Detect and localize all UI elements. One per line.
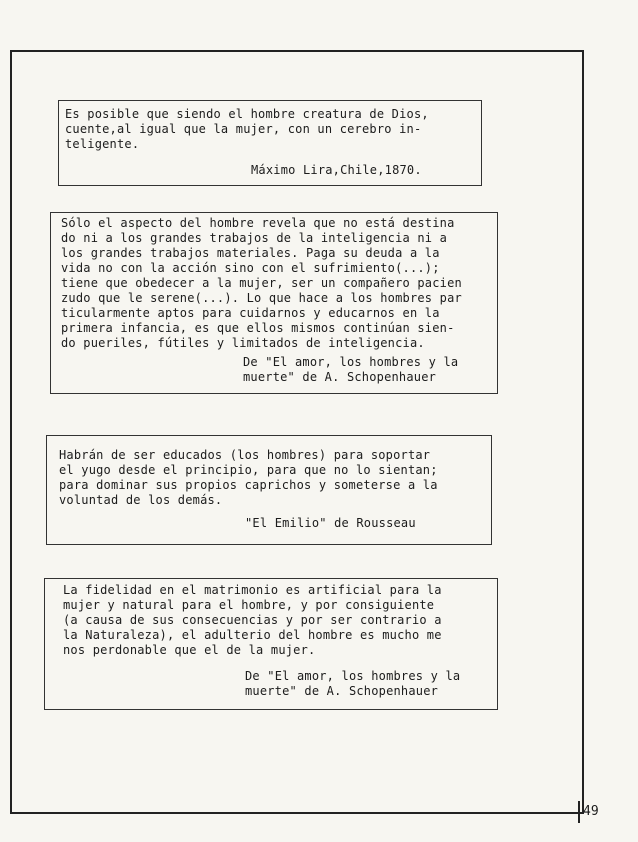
quote-text: Sólo el aspecto del hombre revela que no está destina do ni a los grandes trabajos de la inteligencia ni a los grandes trabajos materiales. Paga su deuda a la vida no con la acción sino con el sufrimiento(...); tiene que obedecer a la mujer, ser un compañero pacien zudo que le serene(...). Lo que hace a los hombres par ticularmente aptos para cuidarnos y educarnos en la primera infancia, es que ellos mismos continúan sien- do pueriles, fútiles y limitados de inteligencia. [61, 216, 462, 350]
quote-attribution: De "El amor, los hombres y la muerte" de A. Schopenhauer [243, 355, 459, 384]
quote-box-lira [58, 100, 482, 186]
quote-attribution: Máximo Lira,Chile,1870. [251, 163, 422, 177]
quote-text: Es posible que siendo el hombre creatura de Dios, cuente,al igual que la mujer, con un cerebro in- teligente. [65, 107, 429, 151]
page-number: 49 [578, 801, 604, 823]
quote-box-schopenhauer-1 [50, 212, 498, 394]
quote-attribution: De "El amor, los hombres y la muerte" de A. Schopenhauer [245, 669, 461, 698]
quote-text: Habrán de ser educados (los hombres) para soportar el yugo desde el principio, para que no lo sientan; para dominar sus propios caprichos y someterse a la voluntad de los demás. [59, 448, 438, 507]
quote-box-schopenhauer-2 [44, 578, 498, 710]
quote-text: La fidelidad en el matrimonio es artificial para la mujer y natural para el hombre, y por consiguiente (a causa de sus consecuencias y por ser contrario a la Naturaleza), el adulterio del hombre es mucho me nos perdonable que el de la mujer. [63, 583, 442, 657]
quote-box-rousseau [46, 435, 492, 545]
quote-attribution: "El Emilio" de Rousseau [245, 516, 416, 530]
